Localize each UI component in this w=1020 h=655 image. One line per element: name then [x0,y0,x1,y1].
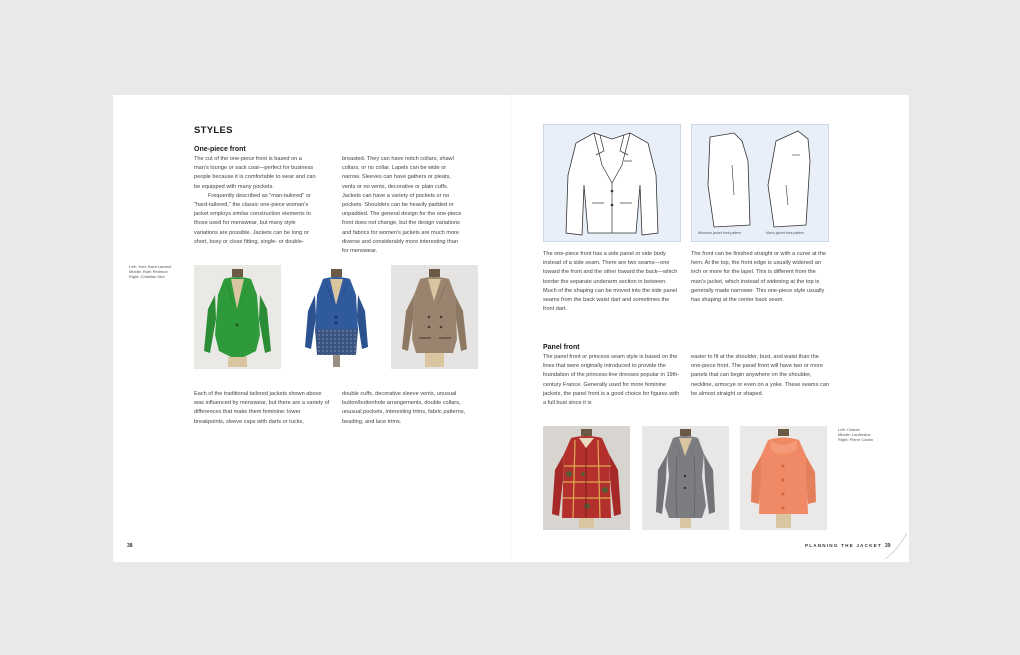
one-piece-text-col1 [194,155,316,247]
bottom-text-col1 [194,390,332,427]
photo-caption-right [838,427,898,443]
page-curl-decoration [883,531,909,561]
panel-front-text-col1 [543,353,681,408]
photo-coral-jacket [740,426,827,530]
photo-green-jacket [194,265,281,369]
paragraph: double cuffs, decorative sleeve vents, unusual button/buttonhole arrangements, double collars, unusual pockets, interesting trims, fabric patterns, beading, and lace trims. [342,391,466,425]
paragraph: breasted. They can have notch collars, shawl collars, or no collar. Lapels can be wide or narrow. Sleeves can have gathers or pleats, vents or no vents, decorative or plain cuffs. Jackets can have a variety of pockets or no pockets. Shoulders can be heavily padded or unpadded. The general design for the one-piece front does not change, but the design variations and fabrics for women's jackets are much more diverse and considerably more interesting than for menswear. [342,156,462,255]
page-number-right: 39 [885,543,891,549]
one-piece-text-col2 [342,155,464,256]
pattern-label-woman: Woman's jacket front pattern [698,231,741,235]
caption-line: Right: Pierre Cardin [838,437,874,443]
photo-blue-jacket [293,265,380,369]
caption-line: Left: Yves Saint Laurent [129,264,172,269]
running-head: PLANNING THE JACKET [805,543,882,548]
book-spread [113,95,909,562]
paragraph: The panel front or princess seam style is based on the lines that were originally introduced to provide the foundation of the princess-line dresses popular in 19th-century France. Generally used for more feminine jackets, the panel front is a good choice for figures with a full bust since it is [543,354,680,407]
caption-line: Middle: Ruth Redmon [129,269,168,275]
paragraph: The front can be finished straight or with a curve at the hem. At the top, the front edge is usually widened an inch or more for the lapel. This is different from the man's jacket, which instead of widening at the top is generally made narrower. This one-piece style usually has shaping at the center back seam. [691,251,826,304]
paragraph: easier to fit at the shoulder, bust, and waist than the one-piece front. The panel front will have two or more panels that can begin anywhere on the shoulder, neckline, armscye or even on a yoke. These seams can be almost straight or shaped. [691,354,829,397]
caption-line: Middle: Lanfresine [838,432,871,438]
photo-caption-left [129,264,191,280]
side-panel-text-col2 [691,250,829,305]
caption-line: Right: Christian Dior [129,274,165,280]
paragraph: Frequently described as "man-tailored" or "hard-tailored," the classic one-piece woman's jacket employs similar construction elements to those used for menswear, but many style variations are possible. Jackets can be long or short, boxy or close fitting, single- or double- [194,192,311,245]
photo-red-jacket [543,426,630,530]
illustration-pattern-pieces [691,124,829,242]
paragraph: The one-piece front has a side panel or side body instead of a side seam. There are two seams—one toward the front and the other toward the back—which border the separate underarm section in between. Much of the shaping can be moved into the side panel seams from the back waist dart and sometimes the front dart. [543,251,678,313]
section-heading-one-piece: One-piece front [194,146,246,153]
paragraph: The cut of the one-piece front is based on a man's lounge or sack coat—perfect for business people because it is comfortable to wear and can be equipped with many pockets. [194,156,316,190]
pattern-label-man: Man's jacket front pattern [766,231,804,235]
panel-front-text-col2 [691,353,829,399]
book-gutter [511,95,512,562]
photo-grey-jacket [642,426,729,530]
section-heading-panel-front: Panel front [543,344,580,351]
page-heading: STYLES [194,125,233,136]
side-panel-text-col1 [543,250,681,314]
page-number-left: 38 [127,543,133,549]
photo-tan-jacket [391,265,478,369]
paragraph: Each of the traditional tailored jackets shown above was influenced by menswear, but there are a variety of differences that make them feminine: lower breakpoints, sleeve caps with darts or tucks, [194,391,330,425]
illustration-jacket-sketch [543,124,681,242]
caption-line: Left: Chanel [838,427,860,432]
bottom-text-col2 [342,390,480,427]
